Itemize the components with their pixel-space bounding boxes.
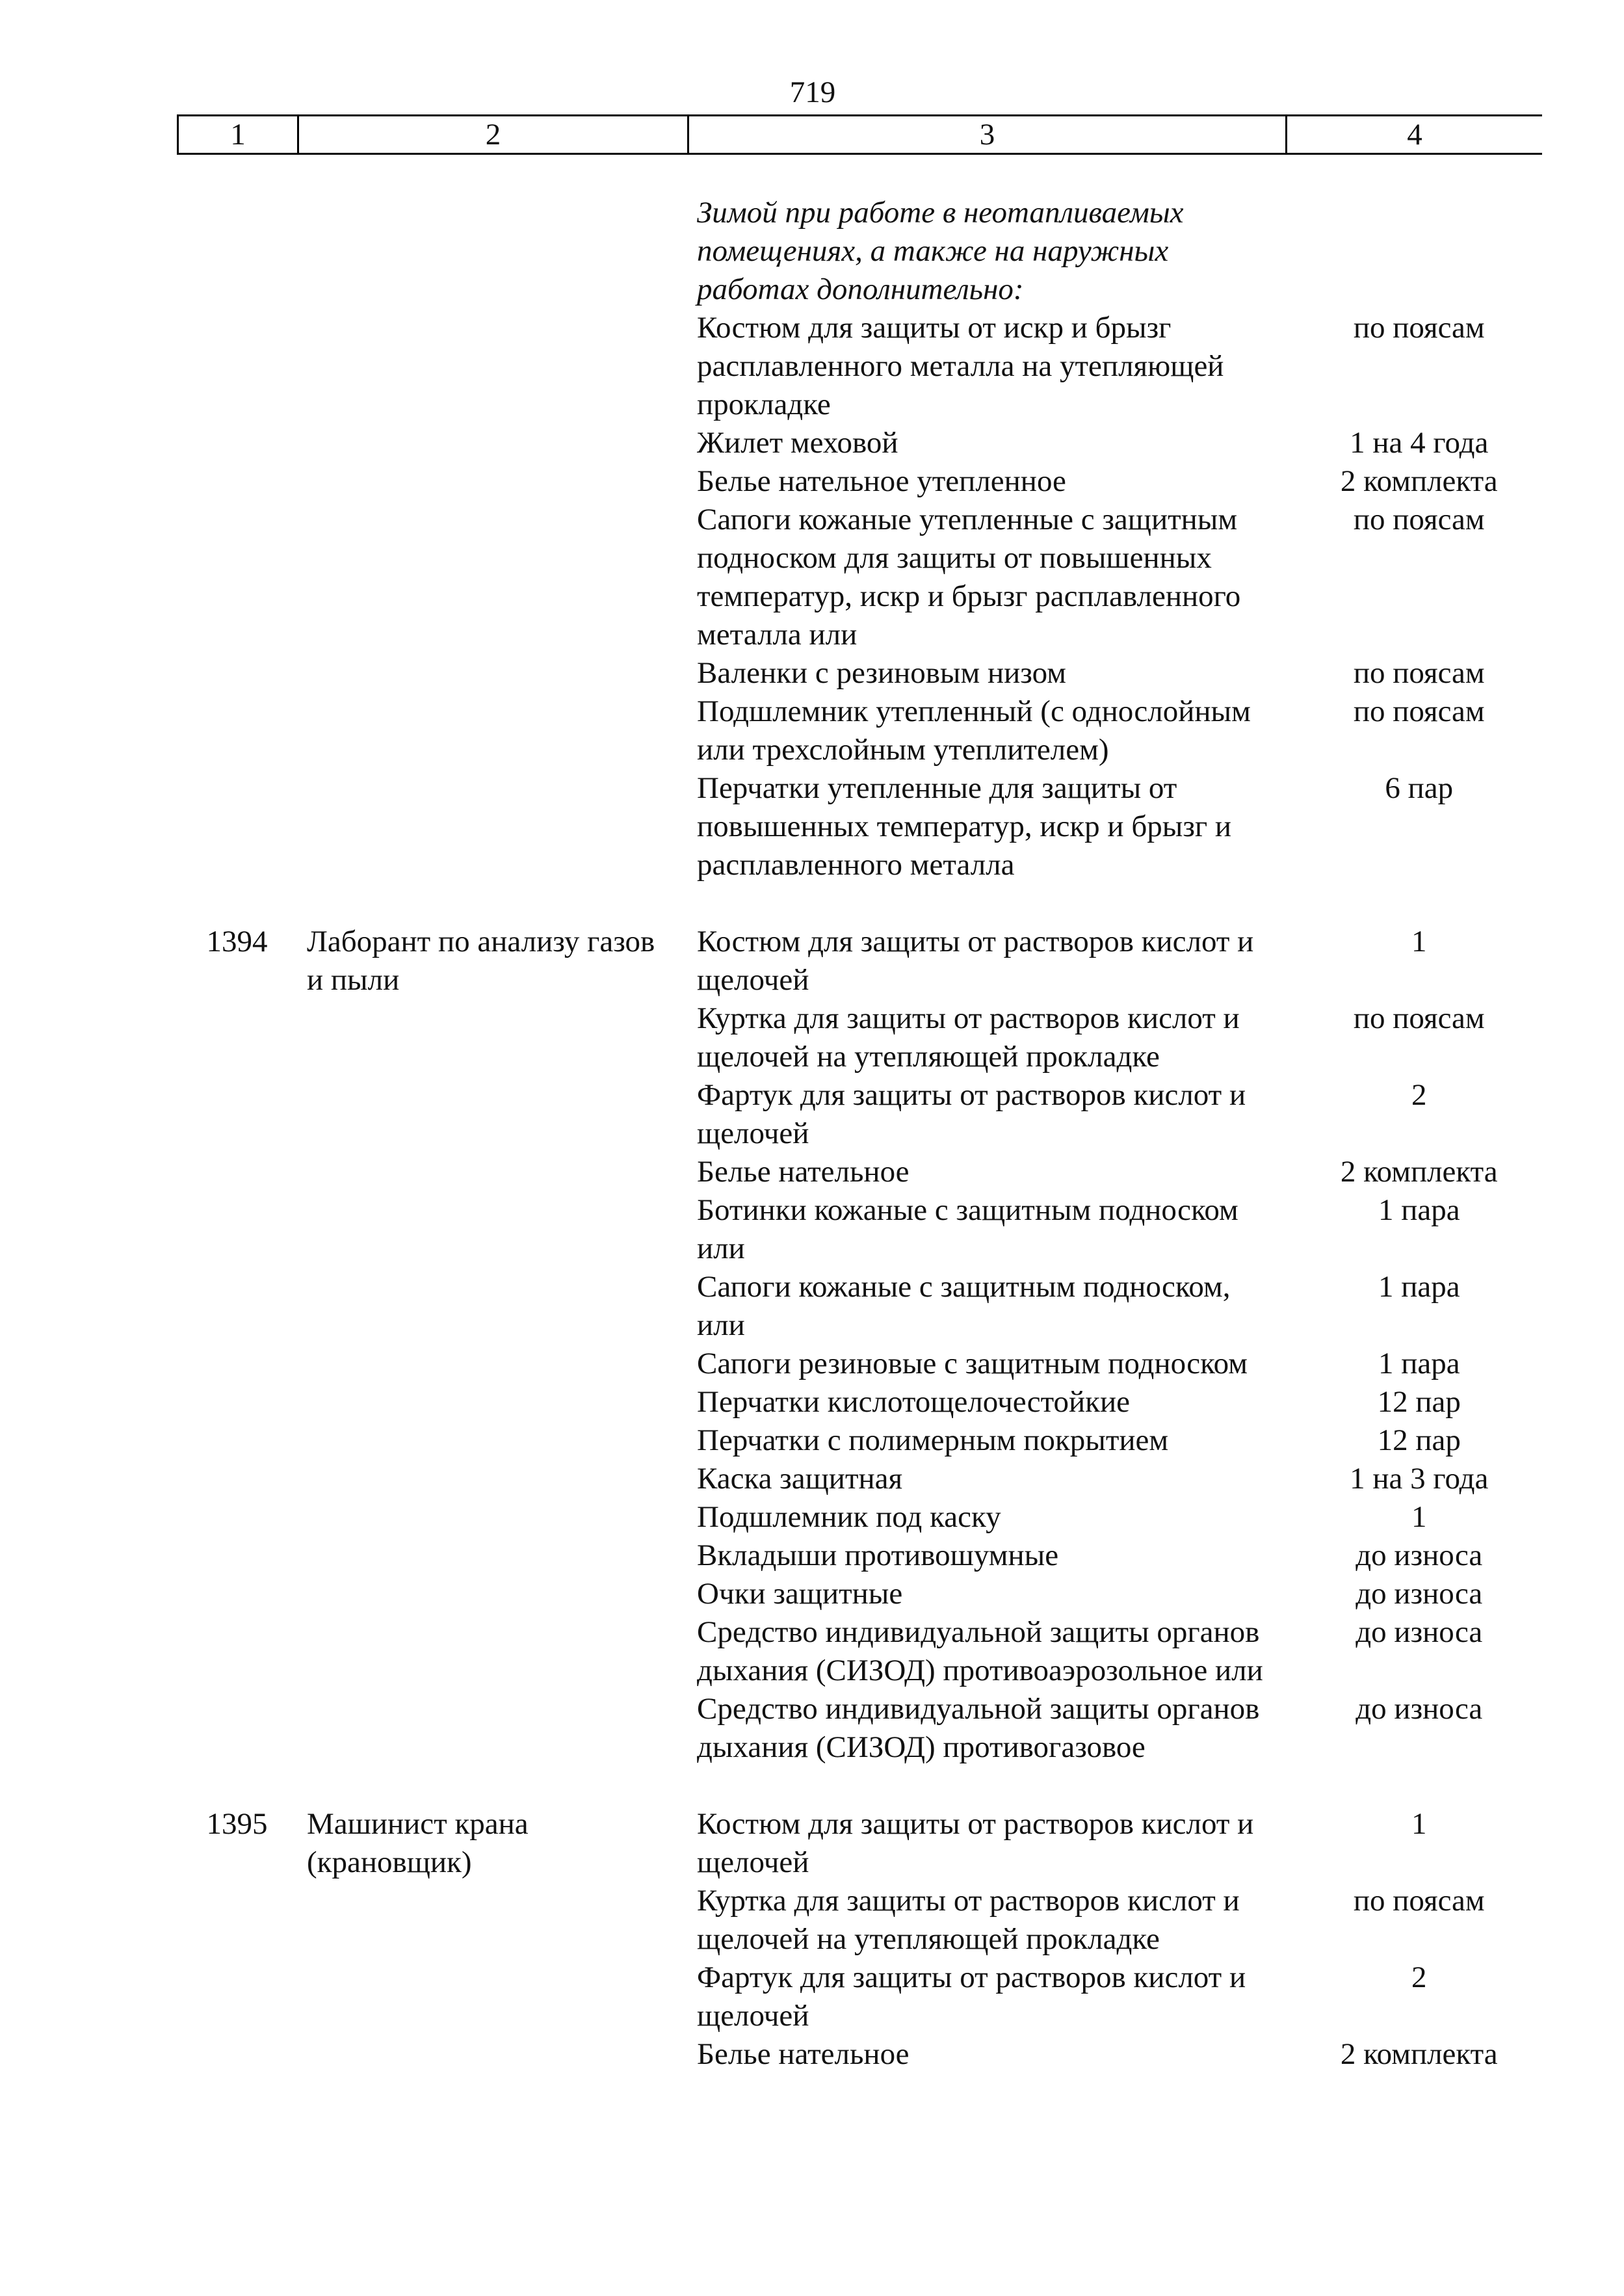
table-row (177, 462, 1542, 501)
ppe-item: Белье нательное утепленное (697, 464, 1066, 498)
issue-norm: по поясам (1353, 656, 1485, 690)
table-row (177, 2035, 1542, 2074)
issue-norm: 2 (1411, 1078, 1427, 1112)
ppe-item: Белье нательное (697, 2037, 910, 2071)
table-row (177, 309, 1542, 424)
issue-norm: по поясам (1353, 503, 1485, 536)
ppe-item: Куртка для защиты от растворов кислот и щелочей на утепляющей прокладке (697, 1884, 1240, 1956)
table-row (177, 1575, 1542, 1613)
table-row (177, 769, 1542, 884)
issue-norm: по поясам (1353, 1884, 1485, 1918)
profession-group (177, 1805, 1542, 2074)
ppe-item: Средство индивидуальной защиты органов дыхания (СИЗОД) противогазовое (697, 1692, 1260, 1764)
ppe-item: Сапоги кожаные с защитным подноском, или (697, 1270, 1231, 1342)
ppe-item: Костюм для защиты от растворов кислот и щелочей (697, 1807, 1254, 1879)
table-row (177, 1882, 1542, 1959)
table-body (177, 194, 1542, 2112)
header-col-2: 2 (297, 116, 687, 153)
issue-norm: до износа (1356, 1615, 1483, 1649)
issue-norm: 2 комплекта (1340, 1155, 1498, 1189)
issue-norm (1296, 194, 1542, 309)
ppe-item: Перчатки утепленные для защиты от повышенных температур, искр и брызг и расплавленного металла (697, 771, 1232, 882)
ppe-item: Очки защитные (697, 1577, 903, 1611)
table-row (177, 1690, 1542, 1767)
issue-norm: до износа (1356, 1538, 1483, 1572)
ppe-item: Фартук для защиты от растворов кислот и щелочей (697, 1078, 1246, 1150)
issue-norm: 1 на 3 года (1350, 1462, 1489, 1496)
issue-norm: 1 пара (1378, 1347, 1460, 1380)
table-row (177, 1268, 1542, 1345)
table-row (177, 1383, 1542, 1421)
table-row (177, 693, 1542, 769)
profession-number: 1394 (206, 925, 268, 958)
profession-name: Машинист крана (крановщик) (307, 1807, 529, 1879)
table-row (177, 1959, 1542, 2035)
table-row (177, 1613, 1542, 1690)
ppe-item: Сапоги резиновые с защитным подноском (697, 1347, 1248, 1380)
issue-norm: 1 (1411, 1500, 1427, 1534)
table-row (177, 1191, 1542, 1268)
ppe-item: Ботинки кожаные с защитным подноском или (697, 1193, 1238, 1265)
ppe-item: Валенки с резиновым низом (697, 656, 1066, 690)
ppe-item: Вкладыши противошумные (697, 1538, 1059, 1572)
issue-norm: по поясам (1353, 1001, 1485, 1035)
table-row (177, 1498, 1542, 1537)
ppe-item: Куртка для защиты от растворов кислот и щелочей на утепляющей прокладке (697, 1001, 1240, 1074)
table-row (177, 1076, 1542, 1153)
issue-norm: 1 пара (1378, 1270, 1460, 1304)
table-row (177, 194, 1542, 309)
profession-name: Лаборант по анализу газов и пыли (307, 925, 655, 997)
table-row (177, 501, 1542, 654)
table-row (177, 1345, 1542, 1383)
issue-norm: по поясам (1353, 694, 1485, 728)
issue-norm: 2 (1411, 1960, 1427, 1994)
issue-norm: 2 комплекта (1340, 2037, 1498, 2071)
ppe-item: Костюм для защиты от растворов кислот и щелочей (697, 925, 1254, 997)
table-row (177, 1460, 1542, 1498)
ppe-item: Сапоги кожаные утепленные с защитным подноском для защиты от повышенных температур, искр и брызг расплавленного металла или (697, 503, 1241, 652)
issue-norm: 1 (1411, 925, 1427, 958)
section-note: Зимой при работе в неотапливаемых помещениях, а также на наружных работах дополнительно: (697, 196, 1184, 306)
profession-number: 1395 (206, 1807, 268, 1841)
ppe-item: Фартук для защиты от растворов кислот и щелочей (697, 1960, 1246, 2033)
table-row (177, 1421, 1542, 1460)
issue-norm: 1 (1411, 1807, 1427, 1841)
ppe-item: Белье нательное (697, 1155, 910, 1189)
ppe-item: Костюм для защиты от искр и брызг расплавленного металла на утепляющей прокладке (697, 311, 1224, 421)
issue-norm: 12 пар (1377, 1385, 1461, 1419)
profession-group (177, 194, 1542, 884)
header-col-4: 4 (1285, 116, 1542, 153)
issue-norm: по поясам (1353, 311, 1485, 345)
ppe-item: Подшлемник под каску (697, 1500, 1001, 1534)
page-number: 719 (789, 75, 836, 109)
table-row (177, 654, 1542, 693)
issue-norm: до износа (1356, 1577, 1483, 1611)
table-row (177, 999, 1542, 1076)
ppe-item: Подшлемник утепленный (с однослойным или трехслойным утеплителем) (697, 694, 1251, 767)
profession-group (177, 923, 1542, 1767)
issue-norm: до износа (1356, 1692, 1483, 1726)
ppe-item: Каска защитная (697, 1462, 903, 1496)
ppe-item: Жилет меховой (697, 426, 898, 460)
issue-norm: 2 комплекта (1340, 464, 1498, 498)
issue-norm: 6 пар (1385, 771, 1454, 805)
issue-norm: 12 пар (1377, 1423, 1461, 1457)
issue-norm: 1 на 4 года (1350, 426, 1489, 460)
header-col-3: 3 (687, 116, 1285, 153)
issue-norm: 1 пара (1378, 1193, 1460, 1227)
table-row (177, 1537, 1542, 1575)
table-row (177, 424, 1542, 462)
ppe-item: Средство индивидуальной защиты органов дыхания (СИЗОД) противоаэрозольное или (697, 1615, 1263, 1687)
ppe-item: Перчатки с полимерным покрытием (697, 1423, 1169, 1457)
ppe-item: Перчатки кислотощелочестойкие (697, 1385, 1131, 1419)
table-row (177, 1153, 1542, 1191)
header-col-1: 1 (177, 116, 297, 153)
table-header (177, 114, 1542, 155)
